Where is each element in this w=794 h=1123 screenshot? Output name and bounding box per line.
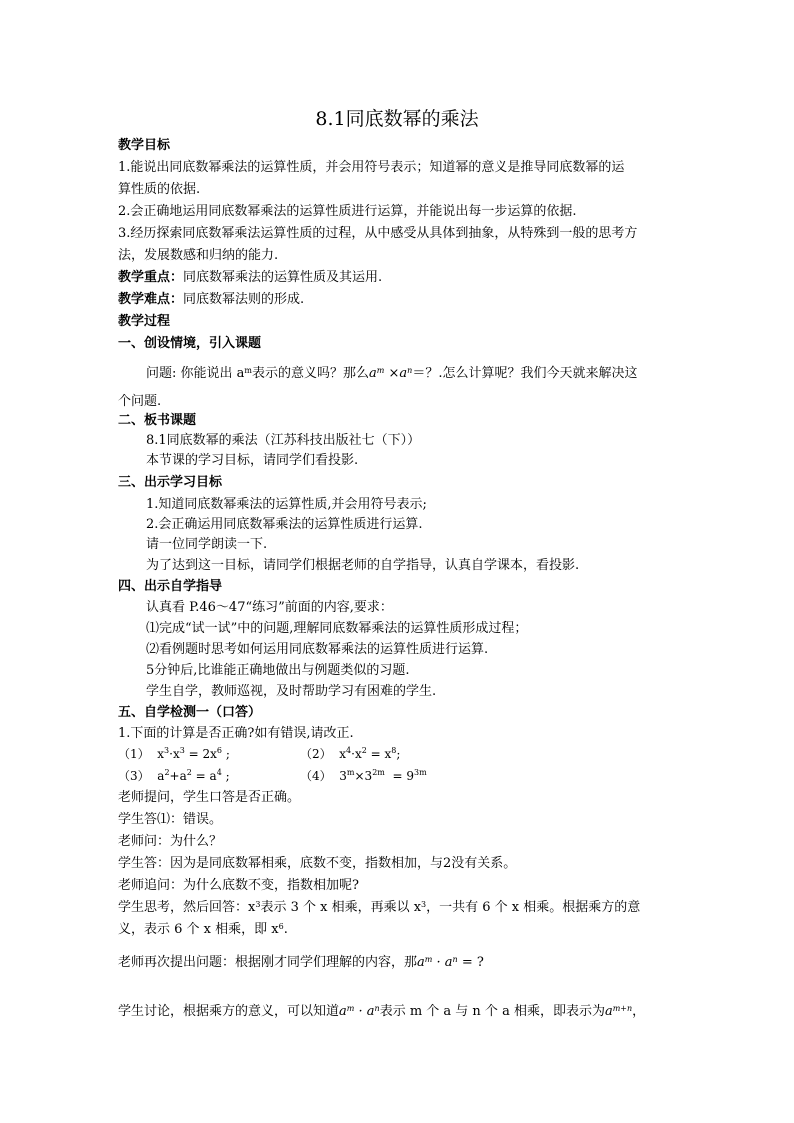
guide-2: ⑴完成“试一试”中的问题,理解同底数幂乘法的运算性质形成过程； [146,621,528,636]
question-line [146,364,637,384]
exponent-6: 6 [278,922,284,931]
dialog-1: 老师提问，学生口答是否正确。 [118,790,301,805]
formula-am-dot-an-2: $a^m \cdot a^n$ [339,1004,380,1019]
objective-read: 请一位同学朗读一下. [146,537,268,552]
dialog-6 [118,898,640,918]
exercise-3: （3） $a^2+a^2 = a^4$ ; [118,768,230,783]
teaching-difficulty [118,290,304,310]
check-instruction: 1.下面的计算是否正确?如有错误,请改正. [118,726,354,741]
goal-1-line-2: 算性质的依据. [118,182,201,197]
dialog-7-text: 义，表示 6 个 x 相乘，即 x [118,922,279,937]
dialog-8: 老师再次提出问题：根据刚才同学们理解的内容，那$a^m \cdot a^n$ = ? [118,955,484,970]
exponent-3a: 3 [255,900,261,909]
board-title: 8.1同底数幂的乘法（江苏科技出版社七（下）） [146,433,421,448]
dialog-2: 学生答⑴：错误。 [118,812,223,827]
exercise-1: （1） $x^3\cdot x^3 = 2x^6$ ; [118,746,230,761]
dialog-6-part-a: 学生思考，然后回答：x [118,900,256,915]
goal-3-line-2: 法，发展数感和归纳的能力. [118,248,279,263]
formula-a-m-plus-n: $a^{m+n}$ [604,1004,633,1019]
dialog-6-part-b: 表示 3 个 x 相乘，再乘以 x [260,900,422,915]
heading-5: 五、自学检测一（口答） [118,705,262,720]
key-label: 教学重点： [118,270,184,285]
exponent-m: m [244,366,252,375]
heading-3: 三、出示学习目标 [118,475,223,490]
section-teaching-process: 教学过程 [118,314,171,329]
objective-1: 1.知道同底数幂乘法的运算性质,并会用符号表示; [146,497,427,512]
question-line-end: 个问题. [118,394,162,409]
dialog-3: 老师问：为什么？ [118,834,223,849]
difficulty-label: 教学难点： [118,292,184,307]
objective-instruction: 为了达到这一目标，请同学们根据老师的自学指导，认真自学课本，看投影. [146,558,580,573]
exercise-3-number: （3） [118,769,150,783]
formula-am-times-an: $a^m \times a^n$ [369,366,413,381]
exercise-1-number: （1） [118,747,150,761]
formula-am-dot-an: $a^m \cdot a^n$ [417,955,458,970]
key-text: 同底数幂乘法的运算性质及其运用. [183,270,383,285]
dialog-9-part-b: 表示 m 个 a 与 n 个 a 相乘，即表示为 [379,1004,605,1019]
dialog-4: 学生答：因为是同底数幂相乘，底数不变，指数相加，与2没有关系。 [118,856,517,871]
guide-1: 认真看 P.46～47“练习”前面的内容,要求： [146,600,393,615]
difficulty-text: 同底数幂法则的形成. [183,292,305,307]
objective-2: 2.会正确运用同底数幂乘法的运算性质进行运算. [146,517,423,532]
exercise-4-number: （4） [300,769,332,783]
exponent-3b: 3 [421,900,427,909]
heading-1: 一、创设情境，引入课题 [118,336,262,351]
dialog-9: 学生讨论，根据乘方的意义，可以知道$a^m \cdot a^n$表示 m 个 a 与 n 个 a 相乘，即表示为$a^{m+n}$， [118,1004,646,1019]
guide-3: ⑵看例题时思考如何运用同底数幂乘法的运算性质进行运算. [146,642,489,657]
section-teaching-goals: 教学目标 [118,138,171,153]
heading-4: 四、出示自学指导 [118,579,223,594]
board-note: 本节课的学习目标，请同学们看投影. [146,453,359,468]
dialog-6-part-c: ，一共有 6 个 x 相乘。根据乘方的意 [426,900,641,915]
dialog-5: 老师追问：为什么底数不变，指数相加呢? [118,878,359,893]
question-part-a: 问题: 你能说出 a [146,366,245,381]
question-part-b: 表示的意义吗？那么 [252,366,370,381]
guide-5: 学生自学，教师巡视，及时帮助学习有困难的学生. [146,684,437,699]
goal-3-line-1: 3.经历探索同底数幂乘法运算性质的过程，从中感受从具体到抽象，从特殊到一般的思考方 [118,226,638,241]
dialog-9-part-a: 学生讨论，根据乘方的意义，可以知道 [118,1004,340,1019]
goal-2: 2.会正确地运用同底数幂乘法的运算性质进行运算，并能说出每一步运算的依据. [118,204,577,219]
exercise-4: （4） $3^m\times 3^{2m} = 9^{3m}$ [300,768,427,783]
heading-2: 二、板书课题 [118,413,197,428]
teaching-key-point [118,268,382,288]
document-title: 8.1同底数幂的乘法 [315,108,479,130]
exercise-2-number: （2） [300,747,332,761]
exercise-2: （2） $x^4\cdot x^2 = x^8$; [300,746,401,761]
guide-4: 5分钟后,比谁能正确地做出与例题类似的习题. [146,663,410,678]
dialog-8-text: 老师再次提出问题：根据刚才同学们理解的内容，那 [118,955,418,970]
dialog-7: 义，表示 6 个 x 相乘，即 $x^6$. [118,922,288,937]
goal-1-line-1: 1.能说出同底数幂乘法的运算性质，并会用符号表示；知道幂的意义是推导同底数幂的运 [118,160,625,175]
question-part-c: ＝？.怎么计算呢？我们今天就来解决这 [412,366,638,381]
